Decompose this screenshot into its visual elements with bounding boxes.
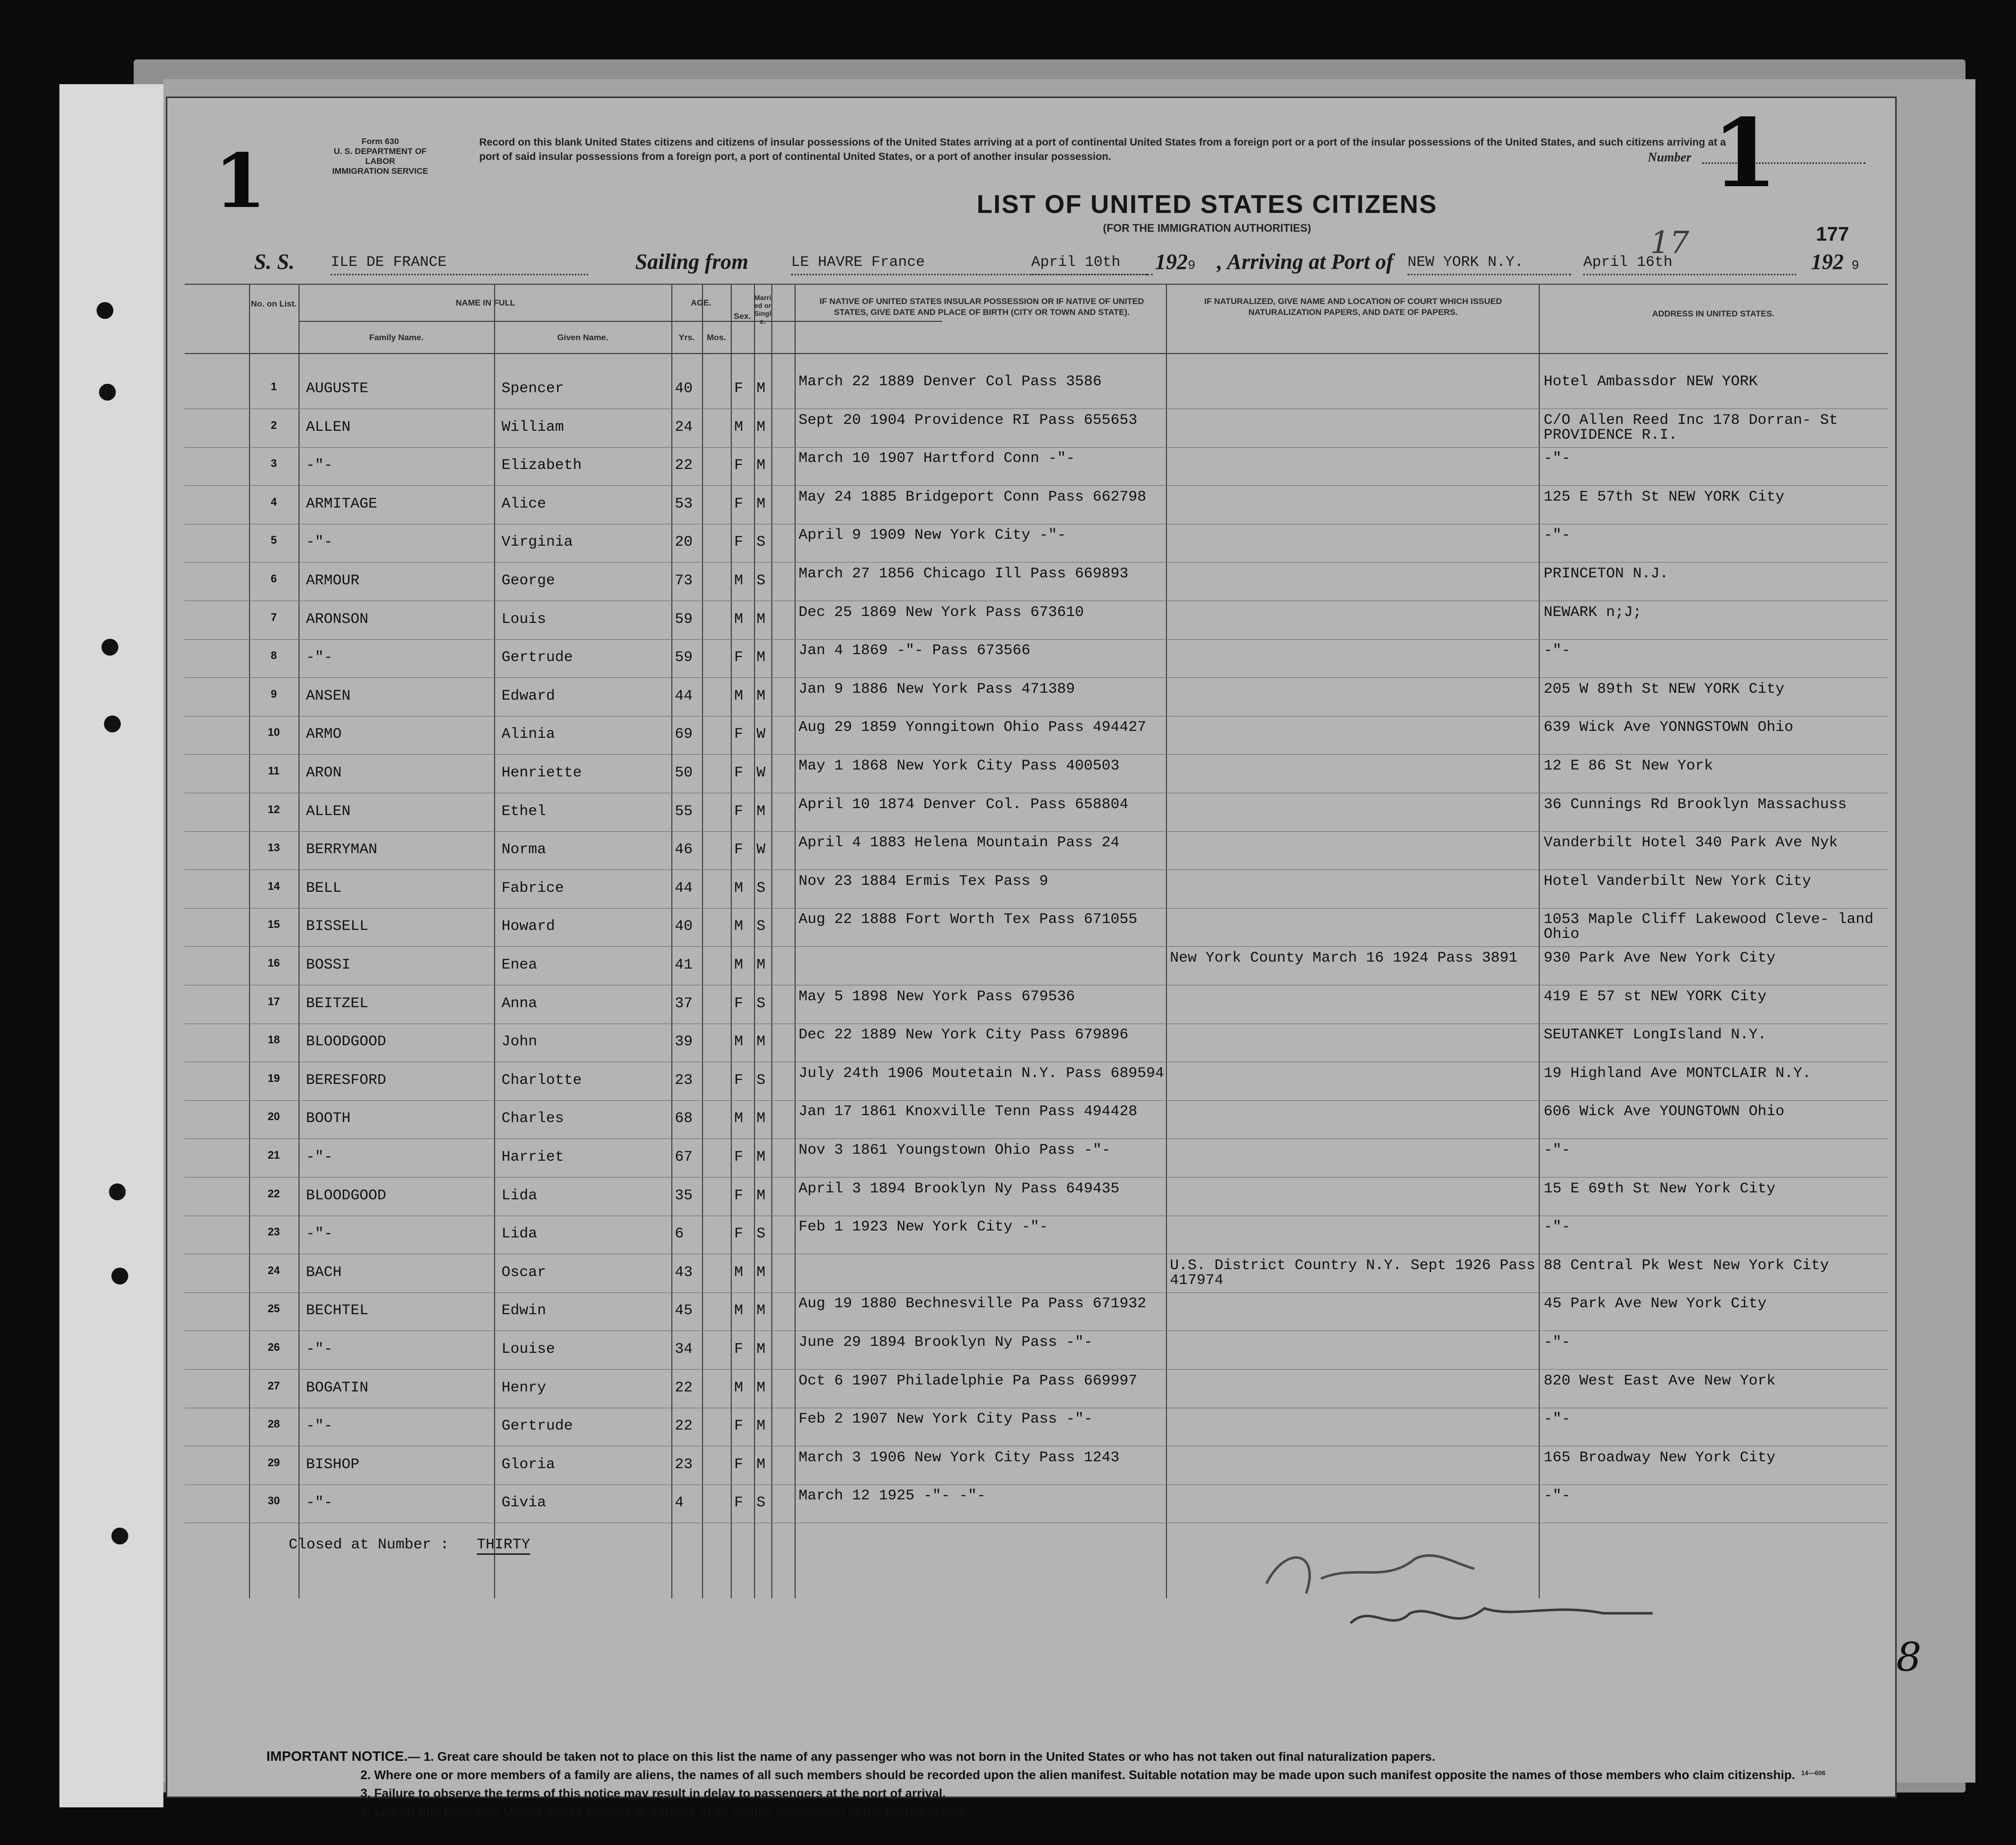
cell-birth: Feb 1 1923 New York City -"- — [799, 1219, 1049, 1236]
cell-no: 1 — [270, 380, 277, 393]
cell-addr: PRINCETON N.J. — [1544, 565, 1669, 582]
cell-ms: M — [756, 687, 766, 705]
cell-ms: M — [756, 1149, 766, 1166]
cell-sex: F — [734, 1456, 744, 1473]
page-subtitle: (FOR THE IMMIGRATION AUTHORITIES) — [1103, 222, 1311, 234]
cell-birth: April 3 1894 Brooklyn Ny Pass 649435 — [799, 1180, 1120, 1197]
cell-ms: M — [756, 1264, 766, 1281]
notice-item-1: 1. Great care should be taken not to place on this list the name of any passenger who was not born in the United States or who has not taken out final naturalization papers. — [423, 1750, 1436, 1764]
cell-yrs: 22 — [675, 1379, 693, 1396]
cell-given: Enea — [502, 957, 538, 974]
cell-no: 17 — [267, 995, 280, 1008]
cell-no: 10 — [267, 726, 280, 739]
closed-value: THIRTY — [477, 1537, 530, 1555]
cell-no: 6 — [270, 572, 277, 585]
cell-no: 15 — [267, 918, 280, 931]
cell-addr: 88 Central Pk West New York City — [1544, 1257, 1829, 1274]
cell-ms: M — [756, 495, 766, 512]
cell-given: Spencer — [502, 380, 564, 397]
binder-hole — [97, 302, 113, 319]
cell-family: -"- — [306, 649, 333, 666]
cell-birth: April 9 1909 New York City -"- — [799, 527, 1066, 544]
cell-sex: M — [734, 1033, 744, 1051]
page-title: LIST OF UNITED STATES CITIZENS — [976, 190, 1438, 219]
cell-sex: F — [734, 765, 744, 781]
cell-yrs: 34 — [675, 1341, 693, 1358]
cell-sex: F — [734, 1187, 744, 1204]
cell-sex: M — [734, 957, 744, 974]
sailing-label: Sailing from — [635, 250, 749, 274]
col-mos: Mos. — [706, 333, 726, 342]
important-notice: IMPORTANT NOTICE.— 1. Great care should be taken not to place on this list the name of any passenger who was not born in the United States or who has not taken out final naturalization papers. 2. Where one or more members of a family are aliens, the names of all such members should be recorded upon the alien manifest. Suitable notation may be made upon such manifest opposite the names of those members who claim citizenship. 3. Failure to observe the terms of this notice may result in delay to passengers at the port of arrival. 4. List on this form only United States citizens or citizens of an insular possession of the United States. — [266, 1747, 1900, 1821]
cell-no: 11 — [268, 765, 280, 777]
arrival-date-correction: 17 — [1650, 224, 1689, 260]
cell-family: BOOTH — [306, 1110, 351, 1128]
cell-yrs: 23 — [675, 1072, 693, 1089]
cell-given: George — [502, 572, 555, 589]
cell-family: ARMITAGE — [306, 495, 378, 512]
col-married: Married or Single. — [754, 294, 771, 325]
cell-yrs: 44 — [675, 879, 693, 897]
cell-given: William — [502, 418, 564, 436]
cell-sex: M — [734, 879, 744, 897]
cell-no: 20 — [267, 1110, 280, 1123]
footer-code: 14—606 — [1801, 1769, 1826, 1777]
record-note: Record on this blank United States citizens and citizens of insular possessions of the United States arriving at a port of continental United States from a foreign port or a port of the insular possessions of the United States, and such citizens arriving at a port of said insular possessions from a foreign port, a port of continental United States, or a port of another insular possession. — [479, 137, 1726, 162]
cell-given: Elizabeth — [502, 457, 582, 474]
cell-yrs: 55 — [675, 803, 693, 820]
inspector-signature-2 — [1351, 1608, 1653, 1623]
binder-hole — [99, 384, 116, 401]
cell-family: ARMOUR — [306, 572, 360, 589]
cell-no: 30 — [267, 1494, 280, 1507]
arrival-port: NEW YORK N.Y. — [1408, 254, 1571, 275]
cell-sex: M — [734, 418, 744, 436]
cell-birth: Dec 25 1869 New York Pass 673610 — [799, 604, 1084, 621]
cell-family: ARONSON — [306, 611, 369, 628]
cell-ms: M — [756, 380, 766, 397]
cell-family: BLOODGOOD — [306, 1187, 387, 1204]
department: U. S. DEPARTMENT OF LABOR — [334, 147, 427, 166]
service: IMMIGRATION SERVICE — [332, 166, 428, 176]
cell-family: BERESFORD — [306, 1072, 387, 1089]
cell-yrs: 24 — [675, 418, 693, 436]
cell-birth: Feb 2 1907 New York City Pass -"- — [799, 1411, 1093, 1428]
cell-family: -"- — [306, 1418, 333, 1435]
cell-birth: April 10 1874 Denver Col. Pass 658804 — [799, 796, 1129, 813]
cell-addr: 36 Cunnings Rd Brooklyn Massachuss — [1544, 796, 1847, 813]
cell-addr: NEWARK n;J; — [1544, 604, 1642, 621]
cell-family: BLOODGOOD — [306, 1033, 387, 1051]
cell-addr: 19 Highland Ave MONTCLAIR N.Y. — [1544, 1065, 1812, 1082]
departure-port: LE HAVRE France — [791, 254, 1148, 275]
cell-sex: M — [734, 687, 744, 705]
cell-family: -"- — [306, 457, 333, 474]
cell-given: Henry — [502, 1379, 547, 1396]
cell-birth: May 24 1885 Bridgeport Conn Pass 662798 — [799, 488, 1147, 506]
cell-given: Gertrude — [502, 1418, 573, 1435]
cell-no: 18 — [267, 1033, 280, 1046]
cell-family: -"- — [306, 534, 333, 551]
cell-family: ANSEN — [306, 687, 351, 705]
cell-ms: M — [756, 611, 766, 628]
cell-no: 28 — [267, 1418, 280, 1431]
cell-birth: Nov 3 1861 Youngstown Ohio Pass -"- — [799, 1142, 1111, 1159]
handwriting-layer — [167, 98, 1895, 1796]
cell-ms: S — [756, 995, 766, 1012]
cell-birth: March 27 1856 Chicago Ill Pass 669893 — [799, 565, 1129, 582]
cell-addr: -"- — [1544, 1219, 1571, 1236]
cell-yrs: 44 — [675, 687, 693, 705]
cell-sex: F — [734, 495, 744, 512]
cell-addr: Hotel Ambassdor NEW YORK — [1544, 373, 1758, 390]
cell-addr: -"- — [1544, 450, 1571, 467]
cell-given: Lida — [502, 1226, 538, 1243]
cell-addr: 930 Park Ave New York City — [1544, 950, 1776, 967]
cell-family: -"- — [306, 1226, 333, 1243]
cell-ms: W — [756, 841, 766, 859]
cell-birth: Aug 22 1888 Fort Worth Tex Pass 671055 — [799, 911, 1138, 928]
cell-sex: M — [734, 1110, 744, 1128]
cell-given: Anna — [502, 995, 538, 1012]
cell-birth: July 24th 1906 Moutetain N.Y. Pass 689594 — [799, 1065, 1164, 1082]
cell-no: 13 — [267, 841, 280, 854]
cell-family: AUGUSTE — [306, 380, 369, 397]
cell-given: Louise — [502, 1341, 555, 1358]
cell-yrs: 53 — [675, 495, 693, 512]
number-label: Number — [1648, 150, 1692, 164]
cell-ms: M — [756, 457, 766, 474]
cell-birth: March 10 1907 Hartford Conn -"- — [799, 450, 1075, 467]
cell-given: Gloria — [502, 1456, 555, 1473]
cell-sex: F — [734, 1418, 744, 1435]
cell-no: 29 — [267, 1456, 280, 1469]
cell-no: 5 — [270, 534, 277, 547]
cell-birth: May 5 1898 New York Pass 679536 — [799, 988, 1075, 1005]
cell-yrs: 37 — [675, 995, 693, 1012]
cell-sex: M — [734, 918, 744, 935]
cell-yrs: 43 — [675, 1264, 693, 1281]
cell-sex: M — [734, 1379, 744, 1396]
cell-no: 27 — [267, 1379, 280, 1392]
cell-yrs: 40 — [675, 380, 693, 397]
arrival-date: April 16th — [1583, 254, 1796, 275]
cell-sex: M — [734, 1302, 744, 1320]
cell-given: Alinia — [502, 726, 555, 743]
cell-addr: 45 Park Ave New York City — [1544, 1295, 1767, 1313]
notice-label: IMPORTANT NOTICE. — [266, 1748, 408, 1764]
cell-family: -"- — [306, 1341, 333, 1358]
cell-birth: March 3 1906 New York City Pass 1243 — [799, 1449, 1120, 1466]
cell-no: 22 — [267, 1187, 280, 1200]
cell-yrs: 67 — [675, 1149, 693, 1166]
cell-addr: -"- — [1544, 1487, 1571, 1505]
cell-no: 4 — [270, 495, 277, 508]
cell-addr: 606 Wick Ave YOUNGTOWN Ohio — [1544, 1103, 1785, 1121]
cell-addr: -"- — [1544, 527, 1571, 544]
cell-yrs: 22 — [675, 457, 693, 474]
cell-ms: S — [756, 572, 766, 589]
cell-yrs: 50 — [675, 765, 693, 781]
cell-addr: -"- — [1544, 1411, 1571, 1428]
cell-sex: F — [734, 841, 744, 859]
cell-birth: April 4 1883 Helena Mountain Pass 24 — [799, 834, 1120, 852]
cell-family: BACH — [306, 1264, 342, 1281]
closed-label: Closed at Number : — [289, 1537, 450, 1553]
cell-birth: Aug 19 1880 Bechnesville Pa Pass 671932 — [799, 1295, 1147, 1313]
cell-addr: 639 Wick Ave YONNGSTOWN Ohio — [1544, 719, 1794, 736]
cell-family: BISHOP — [306, 1456, 360, 1473]
form-number: Form 630 — [361, 137, 399, 146]
cell-no: 7 — [270, 611, 277, 623]
cell-sex: F — [734, 380, 744, 397]
cell-family: BISSELL — [306, 918, 369, 935]
cell-ms: M — [756, 957, 766, 974]
year-suffix-2: 9 — [1851, 258, 1860, 273]
cell-given: Harriet — [502, 1149, 564, 1166]
cell-given: Charles — [502, 1110, 564, 1128]
cell-sex: F — [734, 726, 744, 743]
cell-no: 25 — [267, 1302, 280, 1315]
cell-given: Howard — [502, 918, 555, 935]
cell-no: 9 — [270, 687, 277, 700]
cell-given: Norma — [502, 841, 547, 859]
margin-mark: 8 — [1896, 1634, 1921, 1680]
cell-addr: -"- — [1544, 642, 1571, 660]
cell-sex: F — [734, 534, 744, 551]
year-suffix-1: 9 — [1188, 258, 1196, 273]
notice-item-2: 2. Where one or more members of a family are aliens, the names of all such members should be recorded upon the alien manifest. Suitable notation may be made upon such manifest opposite the names of those members who claim citizenship. — [360, 1768, 1795, 1782]
cell-addr: SEUTANKET LongIsland N.Y. — [1544, 1026, 1767, 1044]
cell-nat: New York County March 16 1924 Pass 3891 — [1170, 950, 1518, 967]
cell-ms: M — [756, 1110, 766, 1128]
cell-yrs: 22 — [675, 1418, 693, 1435]
cell-addr: C/O Allen Reed Inc 178 Dorran- St PROVIDENCE R.I. — [1544, 411, 1838, 444]
cell-birth: Jan 9 1886 New York Pass 471389 — [799, 680, 1075, 698]
cell-addr: -"- — [1544, 1142, 1571, 1159]
cell-yrs: 46 — [675, 841, 693, 859]
cell-birth: March 22 1889 Denver Col Pass 3586 — [799, 373, 1102, 390]
cell-birth: May 1 1868 New York City Pass 400503 — [799, 758, 1120, 774]
col-yrs: Yrs. — [678, 333, 695, 342]
cell-no: 14 — [267, 879, 280, 892]
cell-ms: S — [756, 1226, 766, 1243]
cell-family: -"- — [306, 1494, 333, 1512]
cell-nat: U.S. District Country N.Y. Sept 1926 Pass 417974 — [1170, 1257, 1536, 1289]
cell-yrs: 73 — [675, 572, 693, 589]
cell-no: 26 — [267, 1341, 280, 1353]
cell-addr: 419 E 57 st NEW YORK City — [1544, 988, 1767, 1005]
cell-no: 3 — [270, 457, 277, 470]
cell-yrs: 68 — [675, 1110, 693, 1128]
cell-given: Fabrice — [502, 879, 564, 897]
cell-birth: Sept 20 1904 Providence RI Pass 655653 — [799, 411, 1138, 429]
cell-sex: M — [734, 572, 744, 589]
cell-no: 24 — [267, 1264, 280, 1277]
year-prefix-2: 192 — [1811, 250, 1844, 274]
cell-sex: M — [734, 1264, 744, 1281]
cell-family: ARMO — [306, 726, 342, 743]
cell-sex: F — [734, 1072, 744, 1089]
col-naturalized: IF NATURALIZED, GIVE NAME AND LOCATION OF COURT WHICH ISSUED NATURALIZATION PAPERS, AND DATE OF PAPERS. — [1204, 297, 1502, 317]
col-birth: IF NATIVE OF UNITED STATES INSULAR POSSESSION OR IF NATIVE OF UNITED STATES, GIVE DATE AND PLACE OF BIRTH (CITY OR TOWN AND STATE). — [819, 297, 1144, 317]
cell-addr: 125 E 57th St NEW YORK City — [1544, 488, 1785, 506]
cell-no: 23 — [267, 1226, 280, 1238]
notice-item-3: 3. Failure to observe the terms of this notice may result in delay to passengers at the port of arrival. — [360, 1787, 946, 1800]
cell-ms: M — [756, 1033, 766, 1051]
notice-item-4: 4. List on this form only United States citizens or citizens of an insular possession of the United States. — [360, 1805, 968, 1819]
departure-date: April 10th — [1031, 254, 1153, 275]
cell-ms: S — [756, 879, 766, 897]
cell-yrs: 40 — [675, 918, 693, 935]
cell-family: BERRYMAN — [306, 841, 378, 859]
cell-family: ARON — [306, 765, 342, 781]
cell-given: Ethel — [502, 803, 547, 820]
cell-sex: F — [734, 1494, 744, 1512]
cell-yrs: 59 — [675, 649, 693, 666]
cell-family: -"- — [306, 1149, 333, 1166]
cell-given: Oscar — [502, 1264, 547, 1281]
cell-family: ALLEN — [306, 803, 351, 820]
cell-birth: Jan 17 1861 Knoxville Tenn Pass 494428 — [799, 1103, 1138, 1121]
cell-no: 16 — [267, 957, 280, 969]
cell-yrs: 23 — [675, 1456, 693, 1473]
cell-birth: Dec 22 1889 New York City Pass 679896 — [799, 1026, 1129, 1044]
cell-family: ALLEN — [306, 418, 351, 436]
cell-given: Louis — [502, 611, 547, 628]
cell-sex: F — [734, 649, 744, 666]
cell-no: 2 — [270, 418, 277, 431]
cell-ms: M — [756, 1302, 766, 1320]
col-given: Given Name. — [557, 333, 608, 342]
cell-ms: M — [756, 1187, 766, 1204]
cell-no: 21 — [267, 1149, 280, 1161]
cell-yrs: 69 — [675, 726, 693, 743]
cell-yrs: 45 — [675, 1302, 693, 1320]
cell-birth: June 29 1894 Brooklyn Ny Pass -"- — [799, 1334, 1093, 1351]
cell-yrs: 41 — [675, 957, 693, 974]
stamp-number: 177 — [1816, 223, 1849, 245]
cell-given: Gertrude — [502, 649, 573, 666]
cell-ms: S — [756, 1494, 766, 1512]
cell-ms: M — [756, 1456, 766, 1473]
cell-sex: F — [734, 803, 744, 820]
cell-addr: -"- — [1544, 1334, 1571, 1351]
col-name-in-full: NAME IN FULL — [455, 298, 515, 308]
cell-ms: M — [756, 1341, 766, 1358]
binder-hole — [111, 1528, 128, 1544]
cell-ms: M — [756, 1418, 766, 1435]
cell-family: BEITZEL — [306, 995, 369, 1012]
cell-yrs: 6 — [675, 1226, 684, 1243]
cell-addr: 820 West East Ave New York — [1544, 1372, 1776, 1389]
cell-no: 8 — [270, 649, 277, 662]
cell-given: Henriette — [502, 765, 582, 781]
cell-given: Charlotte — [502, 1072, 582, 1089]
binding-strip — [59, 84, 163, 1807]
cell-family: BOSSI — [306, 957, 351, 974]
binder-hole — [104, 716, 121, 732]
cell-birth: March 12 1925 -"- -"- — [799, 1487, 986, 1505]
cell-family: BOGATIN — [306, 1379, 369, 1396]
cell-given: Lida — [502, 1187, 538, 1204]
cell-family: BELL — [306, 879, 342, 897]
cell-birth: Nov 23 1884 Ermis Tex Pass 9 — [799, 872, 1049, 890]
cell-ms: W — [756, 765, 766, 781]
cell-given: Alice — [502, 495, 547, 512]
col-family: Family Name. — [369, 333, 424, 342]
cell-ms: M — [756, 418, 766, 436]
cell-sex: M — [734, 611, 744, 628]
cell-ms: S — [756, 1072, 766, 1089]
cell-addr: Hotel Vanderbilt New York City — [1544, 872, 1812, 890]
cell-ms: M — [756, 803, 766, 820]
cell-addr: Vanderbilt Hotel 340 Park Ave Nyk — [1544, 834, 1838, 852]
col-no: No. on List. — [251, 299, 297, 308]
cell-birth: Jan 4 1869 -"- Pass 673566 — [799, 642, 1031, 660]
cell-no: 12 — [267, 803, 280, 816]
cell-no: 19 — [267, 1072, 280, 1084]
ship-name: ILE DE FRANCE — [331, 254, 588, 275]
cell-given: Givia — [502, 1494, 547, 1512]
cell-addr: 165 Broadway New York City — [1544, 1449, 1776, 1466]
cell-yrs: 39 — [675, 1033, 693, 1051]
cell-given: Edwin — [502, 1302, 547, 1320]
cell-addr: 1053 Maple Cliff Lakewood Cleve- land Ohio — [1544, 911, 1874, 943]
col-age: AGE. — [691, 298, 711, 308]
inspector-signature — [1266, 1555, 1474, 1593]
cell-given: Edward — [502, 687, 555, 705]
cell-yrs: 20 — [675, 534, 693, 551]
binder-hole — [109, 1183, 126, 1200]
cell-sex: F — [734, 995, 744, 1012]
cell-ms: S — [756, 918, 766, 935]
cell-given: Virginia — [502, 534, 573, 551]
cell-sex: F — [734, 457, 744, 474]
cell-yrs: 35 — [675, 1187, 693, 1204]
cell-addr: 15 E 69th St New York City — [1544, 1180, 1776, 1197]
left-page-mark: 1 — [214, 138, 266, 225]
cell-sex: F — [734, 1226, 744, 1243]
cell-birth: Aug 29 1859 Yonngitown Ohio Pass 494427 — [799, 719, 1147, 736]
cell-ms: S — [756, 534, 766, 551]
cell-addr: 205 W 89th St NEW YORK City — [1544, 680, 1785, 698]
ss-label: S. S. — [254, 250, 295, 274]
cell-given: John — [502, 1033, 538, 1051]
col-address: ADDRESS IN UNITED STATES. — [1652, 309, 1774, 318]
cell-yrs: 4 — [675, 1494, 684, 1512]
cell-family: BECHTEL — [306, 1302, 369, 1320]
cell-ms: M — [756, 649, 766, 666]
list-number: 1 — [1712, 98, 1778, 208]
binder-hole — [101, 639, 118, 656]
cell-birth: Oct 6 1907 Philadelphie Pa Pass 669997 — [799, 1372, 1138, 1389]
cell-addr: 12 E 86 St New York — [1544, 758, 1714, 774]
cell-yrs: 59 — [675, 611, 693, 628]
binder-hole — [111, 1268, 128, 1284]
cell-sex: F — [734, 1341, 744, 1358]
cell-ms: M — [756, 1379, 766, 1396]
col-sex: Sex. — [734, 311, 751, 321]
manifest-page — [166, 97, 1897, 1819]
cell-ms: W — [756, 726, 766, 743]
cell-sex: F — [734, 1149, 744, 1166]
arriving-label: , Arriving at Port of — [1217, 250, 1394, 274]
year-prefix-1: 192 — [1155, 250, 1188, 274]
